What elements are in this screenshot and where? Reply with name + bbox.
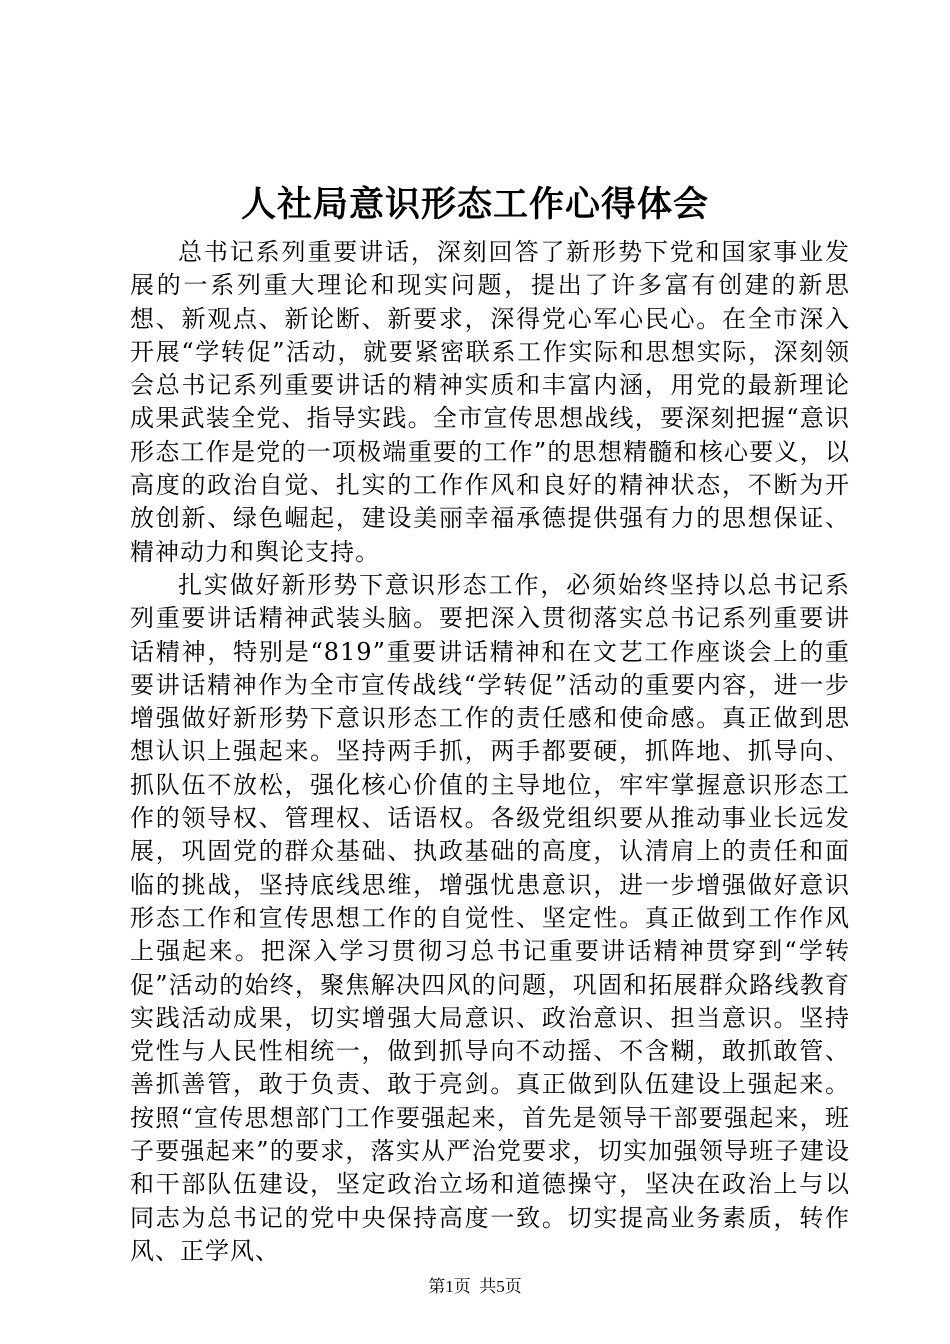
body-paragraph-1: 总书记系列重要讲话，深刻回答了新形势下党和国家事业发展的一系列重大理论和现实问题，提出了许多富有创建的新思想、新观点、新论断、新要求，深得党心军心民心。在全市深入开展“学转促”活动，就要紧密联系工作实际和思想实际，深刻领会总书记系列重要讲话的精神实质和丰富内涵，用党的最新理论成果武装全党、指导实践。全市宣传思想战线，要深刻把握“意识形态工作是党的一项极端重要的工作”的思想精髓和核心要义，以高度的政治自觉、扎实的工作作风和良好的精神状态，不断为开放创新、绿色崛起，建设美丽幸福承德提供强有力的思想保证、精神动力和舆论支持。	[130, 238, 850, 566]
page-number-total: 共5页	[479, 1277, 522, 1296]
body-paragraph-2: 扎实做好新形势下意识形态工作，必须始终坚持以总书记系列重要讲话精神武装头脑。要把深入贯彻落实总书记系列重要讲话精神，特别是“819”重要讲话精神和在文艺工作座谈会上的重要讲话精神作为全市宣传战线“学转促”活动的重要内容，进一步增强做好新形势下意识形态工作的责任感和使命感。真正做到思想认识上强起来。坚持两手抓，两手都要硬，抓阵地、抓导向、抓队伍不放松，强化核心价值的主导地位，牢牢掌握意识形态工作的领导权、管理权、话语权。各级党组织要从推动事业长远发展，巩固党的群众基础、执政基础的高度，认清肩上的责任和面临的挑战，坚持底线思维，增强忧患意识，进一步增强做好意识形态工作和宣传思想工作的自觉性、坚定性。真正做到工作作风上强起来。把深入学习贯彻习总书记重要讲话精神贯穿到“学转促”活动的始终，聚焦解决四风的问题，巩固和拓展群众路线教育实践活动成果，切实增强大局意识、政治意识、担当意识。坚持党性与人民性相统一，做到抓导向不动摇、不含糊，敢抓敢管、善抓善管，敢于负责、敢于亮剑。真正做到队伍建设上强起来。按照“宣传思想部门工作要强起来，首先是领导干部要强起来，班子要强起来”的要求，落实从严治党要求，切实加强领导班子建设和干部队伍建设，坚定政治立场和道德操守，坚决在政治上与以同志为总书记的党中央保持高度一致。切实提高业务素质，转作风、正学风、	[130, 570, 850, 1265]
document-body	[130, 236, 850, 1268]
page-footer	[0, 1275, 950, 1299]
page-number-current: 第1页	[428, 1277, 471, 1296]
document-title: 人社局意识形态工作心得体会	[240, 184, 709, 225]
